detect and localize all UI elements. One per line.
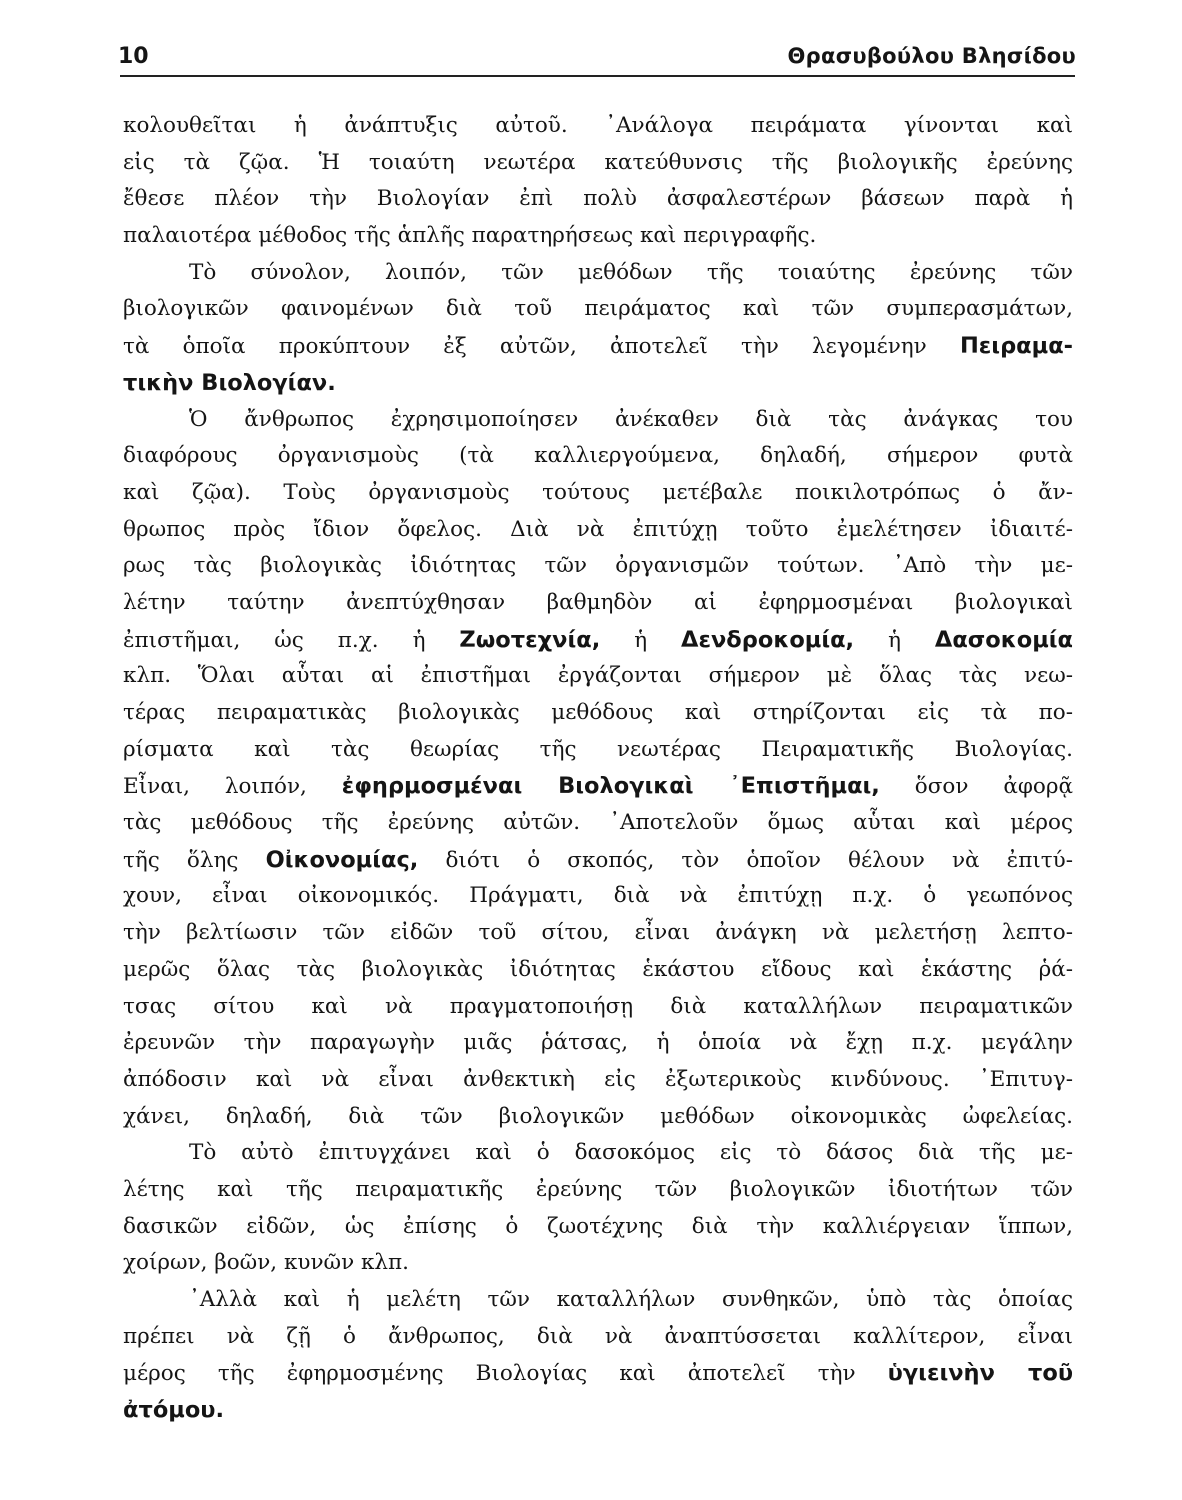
bold-term: ὑγιεινὴν τοῦ bbox=[887, 1360, 1074, 1387]
text-segment: ἔθεσε πλέον τὴν Βιολογίαν ἐπὶ πολὺ ἀσφαλεστέρων βάσεων παρὰ ἡ bbox=[123, 186, 1073, 212]
text-segment: ἡ bbox=[854, 627, 935, 653]
text-segment: θρωπος πρὸς ἴδιον ὄφελος. Διὰ νὰ ἐπιτύχῃ τοῦτο ἐμελέτησεν ἰδιαιτέ- bbox=[123, 516, 1073, 542]
bold-term: Δασοκομία bbox=[934, 626, 1073, 653]
text-line bbox=[123, 732, 1073, 769]
text-line bbox=[123, 622, 1073, 659]
text-segment: ρως τὰς βιολογικὰς ἰδιότητας τῶν ὀργανισμῶν τούτων. ᾿Απὸ τὴν με- bbox=[123, 553, 1073, 579]
text-segment: τὰς μεθόδους τῆς ἐρεύνης αὐτῶν. ᾿Αποτελοῦν ὅμως αὗται καὶ μέρος bbox=[123, 810, 1073, 836]
text-line bbox=[123, 1245, 1073, 1282]
text-line bbox=[123, 1209, 1073, 1246]
text-line bbox=[123, 181, 1073, 218]
bold-term: Δενδροκομία, bbox=[681, 626, 855, 653]
text-line bbox=[123, 585, 1073, 622]
text-line bbox=[123, 1099, 1073, 1136]
text-line bbox=[123, 1025, 1073, 1062]
text-line bbox=[123, 365, 1073, 402]
text-segment: καὶ ζῷα). Τοὺς ὀργανισμοὺς τούτους μετέβαλε ποικιλοτρόπως ὁ ἄν- bbox=[123, 479, 1073, 505]
text-line bbox=[123, 1062, 1073, 1099]
text-segment: Τὸ αὐτὸ ἐπιτυγχάνει καὶ ὁ δασοκόμος εἰς τὸ δάσος διὰ τῆς με- bbox=[189, 1140, 1073, 1166]
text-line bbox=[123, 108, 1073, 145]
text-segment: ἐρευνῶν τὴν παραγωγὴν μιᾶς ῥάτσας, ἡ ὁποία νὰ ἔχῃ π.χ. μεγάλην bbox=[123, 1030, 1073, 1056]
text-line bbox=[123, 291, 1073, 328]
text-segment: Ὁ ἄνθρωπος ἐχρησιμοποίησεν ἀνέκαθεν διὰ τὰς ἀνάγκας του bbox=[189, 406, 1073, 432]
text-segment: τὴν βελτίωσιν τῶν εἰδῶν τοῦ σίτου, εἶναι ἀνάγκη νὰ μελετήσῃ λεπτο- bbox=[123, 920, 1073, 946]
text-segment: διότι ὁ σκοπός, τὸν ὁποῖον θέλουν νὰ ἐπιτύ- bbox=[418, 847, 1073, 873]
page-number: 10 bbox=[118, 44, 149, 69]
text-line bbox=[123, 658, 1073, 695]
bold-term: ἐφηρμοσμέναι Βιολογικαὶ ᾿Επιστῆμαι, bbox=[341, 773, 880, 800]
body-text bbox=[123, 108, 1073, 1429]
bold-term: Οἰκονομίας, bbox=[265, 846, 419, 873]
text-line bbox=[123, 989, 1073, 1026]
text-line bbox=[123, 1392, 1073, 1429]
text-segment: ἀπόδοσιν καὶ νὰ εἶναι ἀνθεκτικὴ εἰς ἐξωτερικοὺς κινδύνους. ᾿Επιτυγ- bbox=[123, 1066, 1073, 1092]
text-segment: λέτην ταύτην ἀνεπτύχθησαν βαθμηδὸν αἱ ἐφηρμοσμέναι βιολογικαὶ bbox=[123, 589, 1073, 615]
bold-term: Ζωοτεχνία, bbox=[459, 626, 601, 653]
bold-term: ἀτόμου. bbox=[123, 1397, 225, 1424]
text-segment: χουν, εἶναι οἰκονομικός. Πράγματι, διὰ νὰ ἐπιτύχῃ π.χ. ὁ γεωπόνος bbox=[123, 883, 1073, 909]
text-line bbox=[123, 878, 1073, 915]
text-line bbox=[123, 402, 1073, 439]
text-segment: κολουθεῖται ἡ ἀνάπτυξις αὐτοῦ. ᾿Ανάλογα πειράματα γίνονται καὶ bbox=[123, 113, 1073, 138]
text-segment: ἡ bbox=[600, 627, 682, 653]
text-segment: τέρας πειραματικὰς βιολογικὰς μεθόδους καὶ στηρίζονται εἰς τὰ πο- bbox=[123, 700, 1073, 725]
text-line bbox=[123, 548, 1073, 585]
text-segment: τῆς ὅλης bbox=[123, 847, 266, 873]
text-line bbox=[123, 1135, 1073, 1172]
text-segment: παλαιοτέρα μέθοδος τῆς ἁπλῆς παρατηρήσεως καὶ περιγραφῆς. bbox=[123, 223, 817, 249]
text-segment: ἐπιστῆμαι, ὡς π.χ. ἡ bbox=[123, 627, 460, 653]
text-line bbox=[123, 1319, 1073, 1356]
text-segment: τσας σίτου καὶ νὰ πραγματοποιήσῃ διὰ καταλλήλων πειραματικῶν bbox=[123, 993, 1073, 1019]
text-segment: κλπ. Ὅλαι αὗται αἱ ἐπιστῆμαι ἐργάζονται σήμερον μὲ ὅλας τὰς νεω- bbox=[123, 663, 1073, 689]
bold-term: Πειραμα- bbox=[959, 333, 1073, 360]
text-segment: εἰς τὰ ζῷα. Ἡ τοιαύτη νεωτέρα κατεύθυνσις τῆς βιολογικῆς ἐρεύνης bbox=[123, 149, 1073, 175]
text-segment: ᾿Αλλὰ καὶ ἡ μελέτη τῶν καταλλήλων συνθηκῶν, ὑπὸ τὰς ὁποίας bbox=[189, 1287, 1073, 1312]
text-line bbox=[123, 805, 1073, 842]
text-segment: διαφόρους ὀργανισμοὺς (τὰ καλλιεργούμενα, δηλαδή, σήμερον φυτὰ bbox=[123, 443, 1073, 469]
text-segment: δασικῶν εἰδῶν, ὡς ἐπίσης ὁ ζωοτέχνης διὰ τὴν καλλιέργειαν ἵππων, bbox=[123, 1213, 1073, 1239]
text-segment: λέτης καὶ τῆς πειραματικῆς ἐρεύνης τῶν βιολογικῶν ἰδιοτήτων τῶν bbox=[123, 1176, 1073, 1202]
text-segment: τὰ ὁποῖα προκύπτουν ἐξ αὐτῶν, ἀποτελεῖ τὴν λεγομένην bbox=[123, 334, 960, 360]
text-segment: πρέπει νὰ ζῇ ὁ ἄνθρωπος, διὰ νὰ ἀναπτύσσεται καλλίτερον, εἶναι bbox=[123, 1323, 1073, 1349]
text-line bbox=[123, 475, 1073, 512]
text-line bbox=[123, 145, 1073, 182]
text-line bbox=[123, 842, 1073, 879]
text-line bbox=[123, 512, 1073, 549]
bold-term: τικὴν Βιολογίαν. bbox=[123, 369, 336, 396]
text-line bbox=[123, 952, 1073, 989]
text-line bbox=[123, 915, 1073, 952]
text-segment: Εἶναι, λοιπόν, bbox=[123, 774, 342, 800]
text-segment: βιολογικῶν φαινομένων διὰ τοῦ πειράματος καὶ τῶν συμπερασμάτων, bbox=[123, 296, 1073, 322]
text-segment: ὅσον ἀφορᾷ bbox=[879, 774, 1073, 800]
text-line bbox=[123, 768, 1073, 805]
text-segment: μερῶς ὅλας τὰς βιολογικὰς ἰδιότητας ἑκάστου εἴδους καὶ ἑκάστης ῥά- bbox=[123, 956, 1073, 982]
text-line bbox=[123, 1355, 1073, 1392]
running-title: Θρασυβούλου Βλησίδου bbox=[787, 44, 1076, 68]
text-segment: χοίρων, βοῶν, κυνῶν κλπ. bbox=[123, 1250, 409, 1276]
text-segment: χάνει, δηλαδή, διὰ τῶν βιολογικῶν μεθόδων οἰκονομικὰς ὠφελείας. bbox=[123, 1103, 1073, 1129]
text-line bbox=[123, 218, 1073, 255]
text-line bbox=[123, 328, 1073, 365]
text-segment: ρίσματα καὶ τὰς θεωρίας τῆς νεωτέρας Πειραματικῆς Βιολογίας. bbox=[123, 736, 1073, 762]
text-segment: Τὸ σύνολον, λοιπόν, τῶν μεθόδων τῆς τοιαύτης ἐρεύνης τῶν bbox=[189, 259, 1073, 285]
text-line bbox=[123, 255, 1073, 292]
page-header bbox=[118, 44, 1076, 74]
text-line bbox=[123, 438, 1073, 475]
text-line bbox=[123, 695, 1073, 732]
text-segment: μέρος τῆς ἐφηρμοσμένης Βιολογίας καὶ ἀποτελεῖ τὴν bbox=[123, 1361, 888, 1387]
text-line bbox=[123, 1172, 1073, 1209]
text-line bbox=[123, 1282, 1073, 1319]
header-rule bbox=[120, 75, 1075, 77]
